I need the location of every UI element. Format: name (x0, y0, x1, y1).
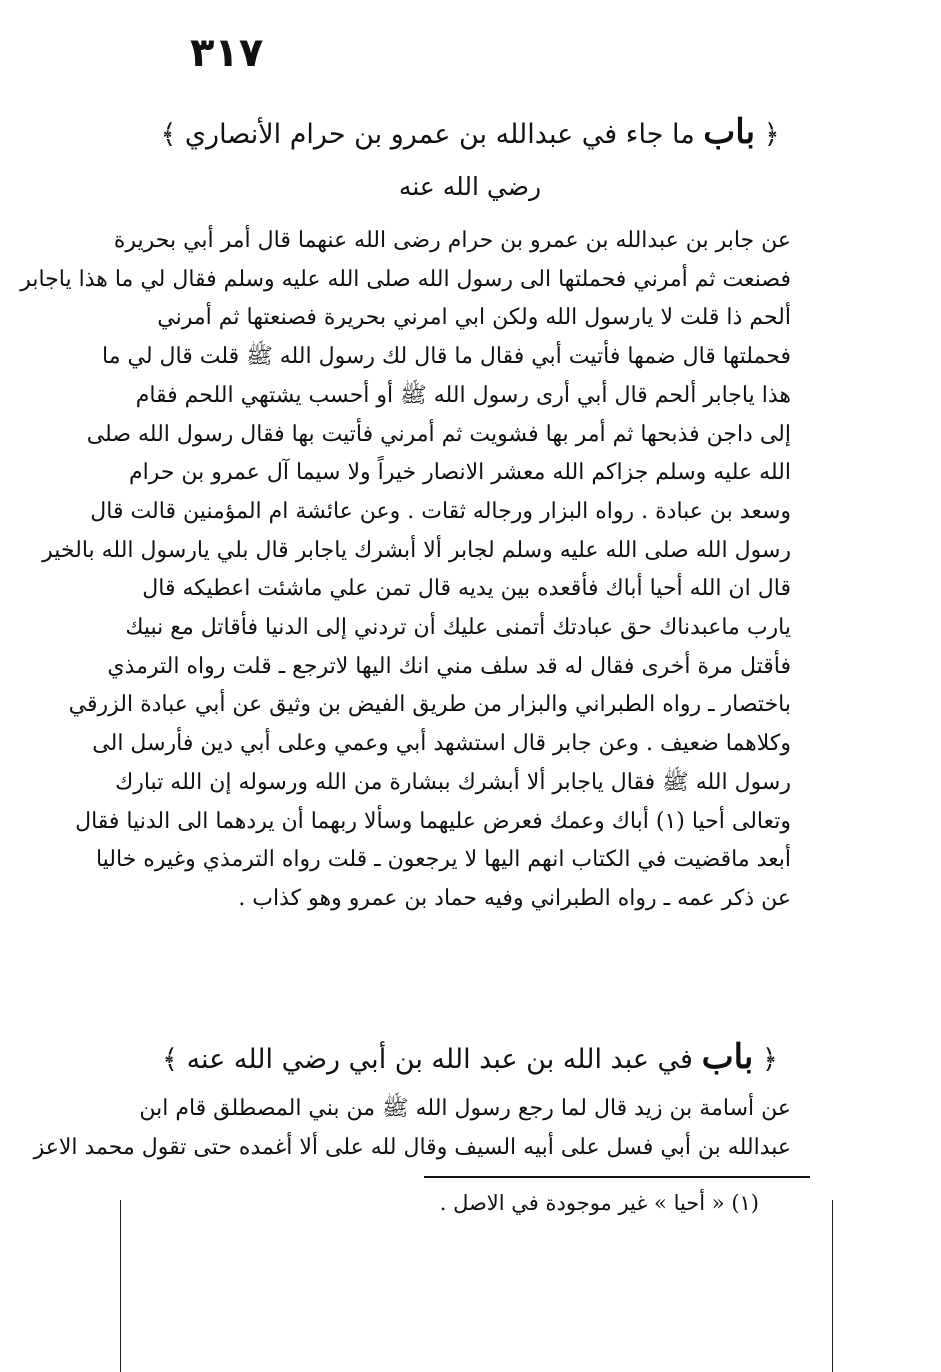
text-line: فأقتل مرة أخرى فقال له قد سلف مني انك اليها لاترجع ـ قلت رواه الترمذي (107, 653, 791, 679)
text-line: أبعد ماقضيت في الكتاب انهم اليها لا يرجعون ـ قلت رواه الترمذي وغيره خاليا (95, 847, 791, 873)
heading-title: ما جاء في عبدالله بن عمرو بن حرام الأنصاري (184, 119, 695, 150)
chapter-heading-2 (120, 1037, 820, 1080)
scan-margin-line-left (120, 1200, 121, 1372)
text-line: عبدالله بن أبي فسل على أبيه السيف وقال لله على ألا أغمده حتى تقول محمد الاعز (33, 1134, 791, 1160)
chapter-heading-1-continuation: رضي الله عنه (398, 172, 542, 201)
text-line: عن جابر بن عبدالله بن عمرو بن حرام رضى الله عنهما قال أمر أبي بحريرة (113, 228, 791, 253)
text-line: وتعالى أحيا (١) أباك وعمك فعرض عليهما وسألا ربهما أن يردهما الى الدنيا فقال (75, 808, 791, 834)
text-line: الله عليه وسلم جزاكم الله معشر الانصار خيراً ولا سيما آل عمرو بن حرام (128, 460, 791, 486)
text-line: عن ذكر عمه ـ رواه الطبراني وفيه حماد بن عمرو وهو كذاب . (238, 885, 791, 911)
paragraph-1 (20, 222, 791, 1012)
text-line: هذا ياجابر ألحم قال أبي أرى رسول الله ﷺ أو أحسب يشتهي اللحم فقام (135, 382, 791, 408)
scan-margin-line-right (832, 1200, 833, 1372)
text-line: باختصار ـ رواه الطبراني والبزار من طريق الفيض بن وثيق عن أبي عبادة الزرقي (68, 692, 791, 718)
page-number: ٣١٧ (190, 30, 264, 76)
footnote-divider (424, 1176, 810, 1178)
heading-close-ornament: ﴾ (162, 1044, 178, 1075)
text-line: يارب ماعبدناك حق عبادتك أتمنى عليك أن تردني إلى الدنيا فأقاتل مع نبيك (125, 615, 791, 641)
heading-open-ornament: ﴿ (762, 1044, 778, 1075)
text-line: رسول الله ﷺ فقال ياجابر ألا أبشرك ببشارة من الله ورسوله إن الله تبارك (115, 769, 791, 795)
heading-bab-word: باب (701, 1037, 754, 1077)
text-line: عن أسامة بن زيد قال لما رجع رسول الله ﷺ من بني المصطلق قام ابن (139, 1096, 791, 1121)
heading-open-ornament: ﴿ (763, 119, 780, 150)
text-line: وكلاهما ضعيف . وعن جابر قال استشهد أبي وعمي وعلى أبي دين فأرسل الى (92, 731, 791, 757)
text-line: إلى داجن فذبحها ثم أمر بها فشويت ثم أمرني فأتيت بها فقال رسول الله صلى (86, 421, 791, 447)
footnote: (١) « أحيا » غير موجودة في الاصل . (439, 1191, 759, 1215)
heading-title: في عبد الله بن عبد الله بن أبي رضي الله عنه (186, 1044, 693, 1075)
chapter-heading-1 (120, 112, 820, 155)
text-line: فحملتها قال ضمها فأتيت أبي فقال ما قال لك رسول الله ﷺ قلت قال لي ما (102, 344, 791, 370)
text-line: رسول الله صلى الله عليه وسلم لجابر ألا أبشرك ياجابر قال بلي يارسول الله بالخير (42, 537, 791, 563)
text-line: ألحم ذا قلت لا يارسول الله ولكن ابي امرني بحريرة فصنعتها ثم أمرني (157, 305, 791, 331)
heading-bab-word: باب (703, 112, 756, 152)
heading-close-ornament: ﴾ (160, 119, 177, 150)
text-line: قال ان الله أحيا أباك فأقعده بين يديه قال تمن علي ماشئت اعطيكه قال (142, 576, 791, 602)
text-line: فصنعت ثم أمرني فحملتها الى رسول الله صلى الله عليه وسلم فقال لي ما هذا ياجابر (20, 266, 791, 292)
paragraph-2 (33, 1090, 791, 1168)
text-line: وسعد بن عبادة . رواه البزار ورجاله ثقات . وعن عائشة ام المؤمنين قالت قال (90, 498, 791, 524)
